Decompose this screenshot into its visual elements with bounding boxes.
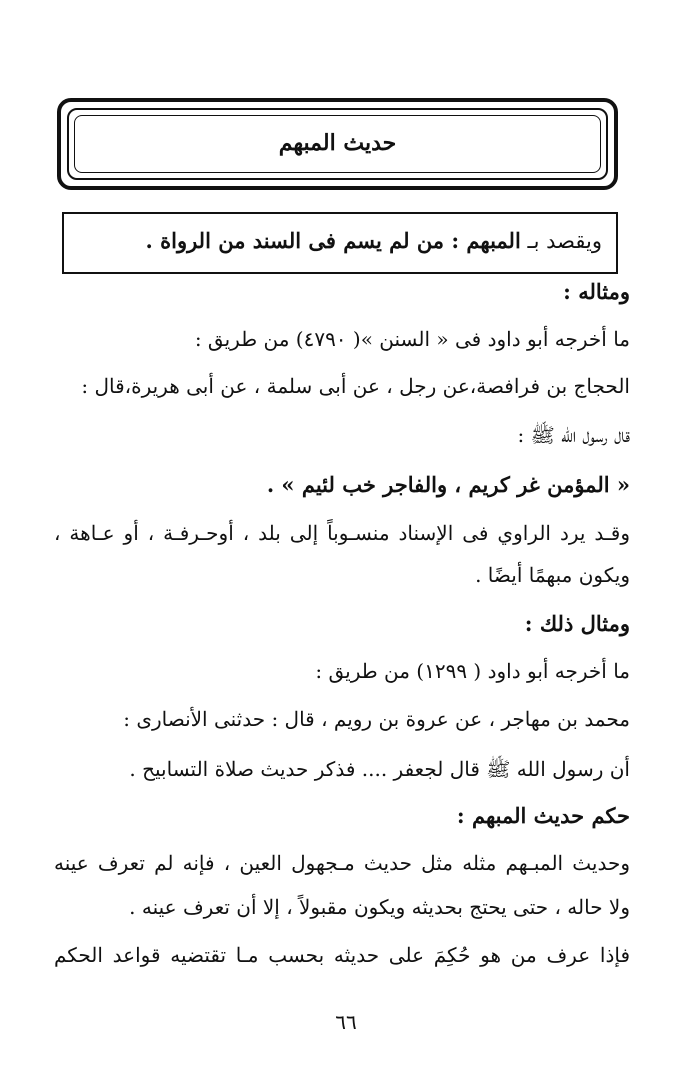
text-line: وحديث المبـهم مثله مثل حديث مـجهول العين ، فإنه لم تعرف عينه <box>54 851 630 875</box>
heading-example: ومثاله : <box>563 279 630 304</box>
text-line: وقـد يرد الراوي فى الإسناد منسـوباً إلى بلد ، أوحـرفـة ، أو عـاهة ، <box>54 521 630 545</box>
definition-bold: المبهم : من لم يسم فى السند من الرواة . <box>145 228 521 253</box>
text-line: قال رسول الله ﷺ : <box>517 423 630 447</box>
text-line: ما أخرجه أبو داود ( ١٢٩٩) من طريق : <box>315 659 630 683</box>
heading-example-2: ومثال ذلك : <box>524 611 630 636</box>
definition-box <box>62 212 618 274</box>
definition-text <box>146 228 603 253</box>
definition-prefix: ويقصد بـ <box>520 229 602 253</box>
text-line: الحجاج بن فرافصة،عن رجل ، عن أبى سلمة ، عن أبى هريرة،قال : <box>81 374 630 398</box>
hadith-quote: « المؤمن غر كريم ، والفاجر خب لئيم » . <box>266 472 630 497</box>
text-line: أن رسول الله ﷺ قال لجعفر .... فذكر حديث صلاة التسابيح . <box>129 757 630 781</box>
text-line: ولا حاله ، حتى يحتج بحديثه ويكون مقبولاً ، إلا أن تعرف عينه . <box>129 895 630 919</box>
page-title: حديث المبهم <box>278 130 397 156</box>
title-frame <box>57 98 618 190</box>
text-line: فإذا عرف من هو حُكِمَ على حديثه بحسب مـا تقتضيه قواعد الحكم <box>54 943 630 967</box>
text-line: ما أخرجه أبو داود فى « السنن »( ٤٧٩٠) من طريق : <box>194 327 630 351</box>
page-number: ٦٦ <box>335 1010 357 1034</box>
heading-ruling: حكم حديث المبهم : <box>456 803 630 828</box>
text-line: محمد بن مهاجر ، عن عروة بن رويم ، قال : حدثنى الأنصارى : <box>123 707 630 731</box>
text-line: ويكون مبهمًا أيضًا . <box>475 563 630 587</box>
